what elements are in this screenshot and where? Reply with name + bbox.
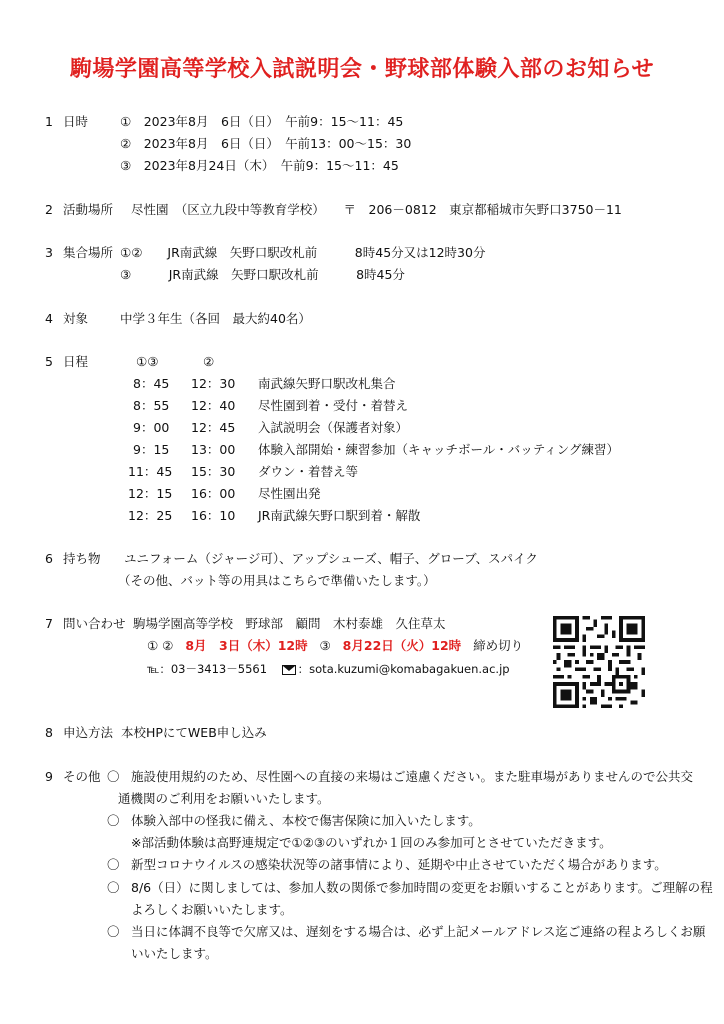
note-4-line-2: よろしくお願いいたします。 bbox=[131, 902, 293, 917]
schedule-row-desc: 南武線矢野口駅改札集合 bbox=[258, 376, 396, 391]
qr-code-icon[interactable] bbox=[553, 616, 645, 708]
schedule-row-time2: 16：10 bbox=[191, 508, 236, 523]
note-5-line-1: 当日に体調不良等で欠席又は、遅刻をする場合は、必ず上記メールアドレス迄ご連絡の程よろしくお願 bbox=[131, 924, 706, 939]
deadline-line bbox=[147, 638, 523, 654]
section-3-label: 集合場所 bbox=[63, 245, 114, 260]
schedule-row-time1: 11：45 bbox=[128, 464, 173, 479]
schedule-row-time2: 13：00 bbox=[191, 442, 236, 457]
section-7-number: 7 bbox=[45, 616, 53, 631]
schedule-date-1: ① 2023年8月 6日（日） 午前9：15～11：45 bbox=[120, 114, 404, 129]
mail-icon bbox=[282, 665, 296, 675]
section-1-label: 日時 bbox=[63, 114, 89, 129]
meeting-place-2: ③ JR南武線 矢野口駅改札前 8時45分 bbox=[120, 267, 405, 282]
application-method: 本校HPにてWEB申し込み bbox=[121, 725, 267, 740]
section-4-label: 対象 bbox=[63, 311, 89, 326]
bullet-icon: 〇 bbox=[107, 813, 120, 828]
bullet-icon: 〇 bbox=[107, 769, 120, 784]
schedule-row-time1: 8：45 bbox=[133, 376, 170, 391]
schedule-row-time2: 15：30 bbox=[191, 464, 236, 479]
schedule-row-time1: 8：55 bbox=[133, 398, 170, 413]
bullet-icon: 〇 bbox=[107, 924, 120, 939]
phone-number: ℡：03－3413－5561 bbox=[147, 662, 268, 676]
schedule-row-time1: 12：15 bbox=[128, 486, 173, 501]
schedule-row-desc: 入試説明会（保護者対象） bbox=[258, 420, 409, 435]
bullet-icon: 〇 bbox=[107, 857, 120, 872]
schedule-row-desc: 尽性園到着・受付・着替え bbox=[258, 398, 409, 413]
deadline-mid: ③ bbox=[319, 638, 331, 653]
section-4-number: 4 bbox=[45, 311, 53, 326]
section-9-label: その他 bbox=[63, 769, 101, 784]
schedule-date-3: ③ 2023年8月24日（木） 午前9：15～11：45 bbox=[120, 158, 399, 173]
section-3-number: 3 bbox=[45, 245, 53, 260]
belongings-list: ユニフォーム（ジャージ可）、アップシューズ、帽子、グローブ、スパイク bbox=[124, 551, 538, 566]
schedule-row-time2: 12：45 bbox=[191, 420, 236, 435]
section-8-number: 8 bbox=[45, 725, 53, 740]
activity-location: 尽性園 （区立九段中等教育学校） 〒 206－0812 東京都稲城市矢野口3750－11 bbox=[131, 202, 622, 217]
schedule-row-desc: 体験入部開始・練習参加（キャッチボール・バッティング練習） bbox=[258, 442, 620, 457]
note-2-line-2: ※部活動体験は高野連規定で①②③のいずれか１回のみ参加可とさせていただきます。 bbox=[131, 835, 612, 850]
schedule-row-time1: 12：25 bbox=[128, 508, 173, 523]
belongings-note: （その他、バット等の用具はこちらで準備いたします。） bbox=[118, 573, 436, 588]
email-address[interactable]: ：sota.kuzumi@komabagakuen.ac.jp bbox=[297, 662, 510, 676]
contact-person: 駒場学園高等学校 野球部 顧問 木村泰雄 久住草太 bbox=[133, 616, 446, 631]
note-2-line-1: 体験入部中の怪我に備え、本校で傷害保険に加入いたします。 bbox=[131, 813, 481, 828]
deadline-date-1: 8月 3日（木）12時 bbox=[185, 638, 308, 653]
section-8-label: 申込方法 bbox=[63, 725, 114, 740]
schedule-col2-header: ② bbox=[203, 354, 215, 369]
section-6-label: 持ち物 bbox=[63, 551, 101, 566]
deadline-suffix: 締め切り bbox=[473, 638, 524, 653]
note-3: 新型コロナウイルスの感染状況等の諸事情により、延期や中止させていただく場合があります。 bbox=[131, 857, 667, 872]
schedule-row-desc: ダウン・着替え等 bbox=[258, 464, 359, 479]
schedule-row-time2: 12：30 bbox=[191, 376, 236, 391]
schedule-date-2: ② 2023年8月 6日（日） 午前13：00～15：30 bbox=[120, 136, 412, 151]
schedule-col1-header: ①③ bbox=[136, 354, 159, 369]
target-audience: 中学３年生（各回 最大約40名） bbox=[120, 311, 311, 326]
deadline-date-2: 8月22日（火）12時 bbox=[342, 638, 462, 653]
section-7-label: 問い合わせ bbox=[63, 616, 126, 631]
schedule-row-desc: JR南武線矢野口駅到着・解散 bbox=[258, 508, 421, 523]
page-title: 駒場学園高等学校入試説明会・野球部体験入部のお知らせ bbox=[69, 57, 655, 82]
schedule-row-time2: 16：00 bbox=[191, 486, 236, 501]
section-2-label: 活動場所 bbox=[63, 202, 114, 217]
schedule-row-desc: 尽性園出発 bbox=[258, 486, 321, 501]
section-9-number: 9 bbox=[45, 769, 53, 784]
section-5-number: 5 bbox=[45, 354, 53, 369]
note-5-line-2: いいたします。 bbox=[131, 946, 218, 961]
section-5-label: 日程 bbox=[63, 354, 89, 369]
schedule-row-time2: 12：40 bbox=[191, 398, 236, 413]
section-1-number: 1 bbox=[45, 114, 53, 129]
contact-line bbox=[147, 661, 510, 677]
schedule-row-time1: 9：15 bbox=[133, 442, 170, 457]
schedule-row-time1: 9：00 bbox=[133, 420, 170, 435]
meeting-place-1: ①② JR南武線 矢野口駅改札前 8時45分又は12時30分 bbox=[120, 245, 486, 260]
section-6-number: 6 bbox=[45, 551, 53, 566]
note-1-line-1: 施設使用規約のため、尽性園への直接の来場はご遠慮ください。また駐車場がありませんので公共交 bbox=[131, 769, 694, 784]
deadline-prefix: ① ② bbox=[147, 638, 174, 653]
note-1-line-2: 通機関のご利用をお願いいたします。 bbox=[118, 791, 330, 806]
bullet-icon: 〇 bbox=[107, 880, 120, 895]
note-4-line-1: 8/6（日）に関しましては、参加人数の関係で参加時間の変更をお願いすることがあります。ご理解の程 bbox=[131, 880, 713, 895]
section-2-number: 2 bbox=[45, 202, 53, 217]
